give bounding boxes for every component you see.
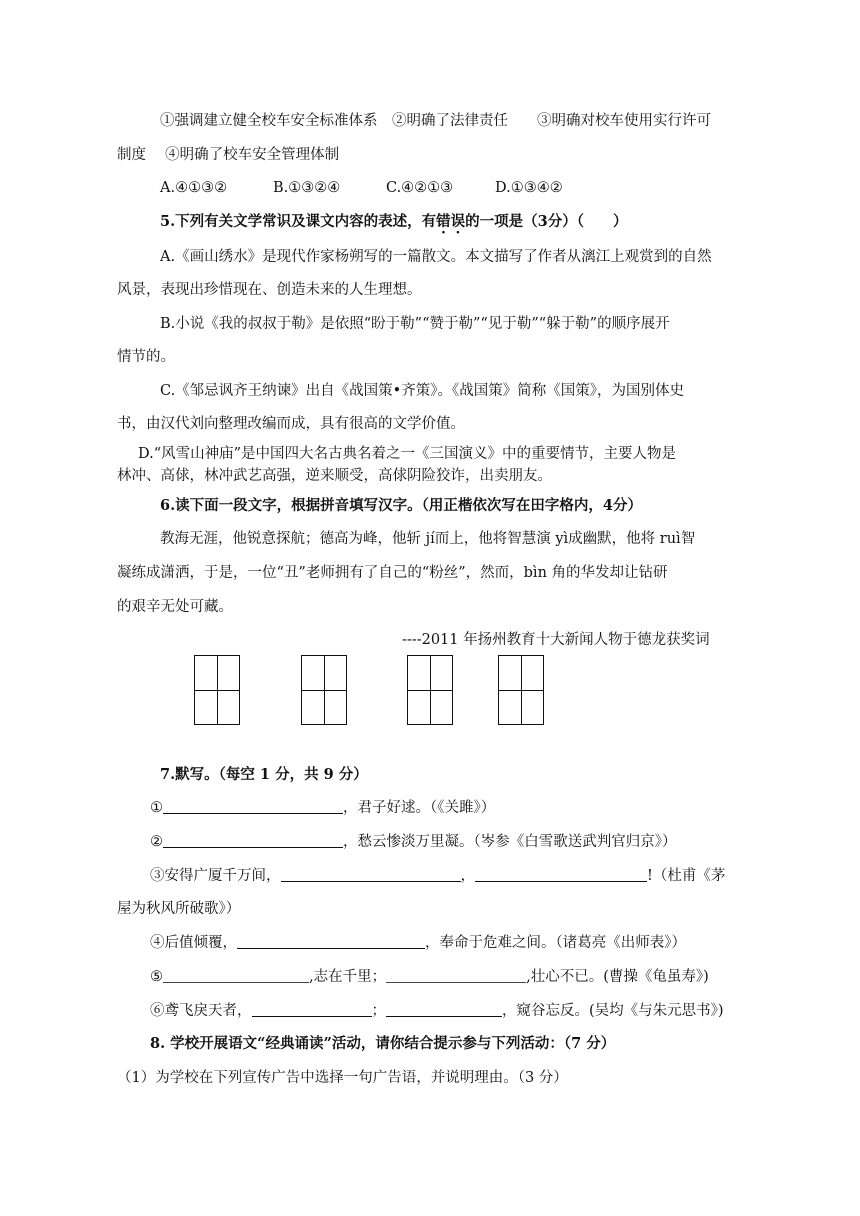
q5-option-b-line2: 情节的。 [117,349,175,365]
fill-blank[interactable] [163,968,309,983]
q5-option-a-line2: 风景，表现出珍惜现在、创造未来的人生理想。 [117,282,422,298]
q6-source: ----2011 年扬州教育十大新闻人物于德龙获奖词 [402,632,710,648]
q7-line4: ④后值倾覆， ，奉命于危难之间。（诸葛亮《出师表》） [150,935,686,951]
fill-blank[interactable] [386,968,526,983]
fill-blank[interactable] [163,833,343,848]
q5-option-a-line1: A.《画山绣水》是现代作家杨朔写的一篇散文。本文描写了作者从漓江上观赏到的自然 [160,249,712,265]
q5-stem: 5.下列有关文学常识及课文内容的表述，有错误的一项是（3分）（ ） [160,213,628,230]
fill-blank[interactable] [163,799,343,814]
q4-choice-b: B.①③②④ [273,180,341,196]
q7-line1: ① ，君子好逑。（《关雎》） [150,800,496,816]
fill-blank[interactable] [237,934,425,949]
fill-blank[interactable] [475,867,647,882]
q5-option-b-line1: B.小说《我的叔叔于勒》是依照“盼于勒”“赞于勒”“见于勒”“躲于勒”的顺序展开 [160,316,670,332]
q6-stem: 6.读下面一段文字，根据拼音填写汉字。（用正楷依次写在田字格内，4分） [160,497,642,514]
q4-choice-d: D.①③④② [495,180,563,196]
q4-option-line1: ①强调建立健全校车安全标准体系 ②明确了法律责任 ③明确对校车使用实行许可 [160,113,711,129]
q7-stem: 7.默写。（每空 1 分，共 9 分） [160,766,368,783]
q7-line3-cont: 屋为秋风所破歌》） [117,901,241,917]
q7-line5: ⑤ ,志在千里； ,壮心不已。(曹操《龟虽寿》) [150,969,709,985]
q4-choice-a: A.④①③② [160,180,228,196]
q7-line3: ③安得广厦千万间， ， !（杜甫《茅 [150,868,726,884]
q6-passage-line2: 凝练成潇洒，于是，一位“丑”老师拥有了自己的“粉丝”，然而，bìn 角的华发却让钻研 [117,565,668,581]
q6-passage-line1: 教海无涯，他锐意探航；德高为峰，他斩 jí而上，他将智慧演 yì成幽默，他将 ruì智 [160,531,696,547]
q5-option-c-line2: 书，由汉代刘向整理改编而成，具有很高的文学价值。 [117,416,465,432]
q6-passage-line3: 的艰辛无处可藏。 [117,599,233,615]
q5-option-c-line1: C.《邹忌讽齐王纳谏》出自《战国策•齐策》。《战国策》简称《国策》，为国别体史 [160,383,684,399]
q8-subquestion-1: （1）为学校在下列宣传广告中选择一句广告语，并说明理由。（3 分） [117,1070,568,1086]
q5-option-d-line1: D.“风雪山神庙”是中国四大名古典名着之一《三国演义》中的重要情节，主要人物是 [138,446,677,462]
q7-line6: ⑥鸢飞戾天者， ； ，窥谷忘反。(吴均《与朱元思书》) [150,1003,724,1019]
emphasis-char: 误 [450,213,466,230]
q4-option-line2: 制度 ④明确了校车安全管理体制 [117,147,340,163]
fill-blank[interactable] [386,1002,502,1017]
q7-line2: ② ，愁云惨淡万里凝。（岑参《白雪歌送武判官归京》） [150,834,677,850]
q5-option-d-line2: 林冲、高俅，林冲武艺高强，逆来顺受，高俅阴险狡诈，出卖朋友。 [117,468,552,484]
tianzige-box-1[interactable] [194,655,240,725]
tianzige-box-3[interactable] [407,655,453,725]
tianzige-box-2[interactable] [301,655,347,725]
q8-stem: 8. 学校开展语文“经典诵读”活动，请你结合提示参与下列活动：（7 分） [150,1035,616,1052]
fill-blank[interactable] [281,867,461,882]
fill-blank[interactable] [252,1002,372,1017]
emphasis-char: 错 [436,213,451,230]
tianzige-box-4[interactable] [498,655,544,725]
q4-choice-c: C.④②①③ [386,180,454,196]
